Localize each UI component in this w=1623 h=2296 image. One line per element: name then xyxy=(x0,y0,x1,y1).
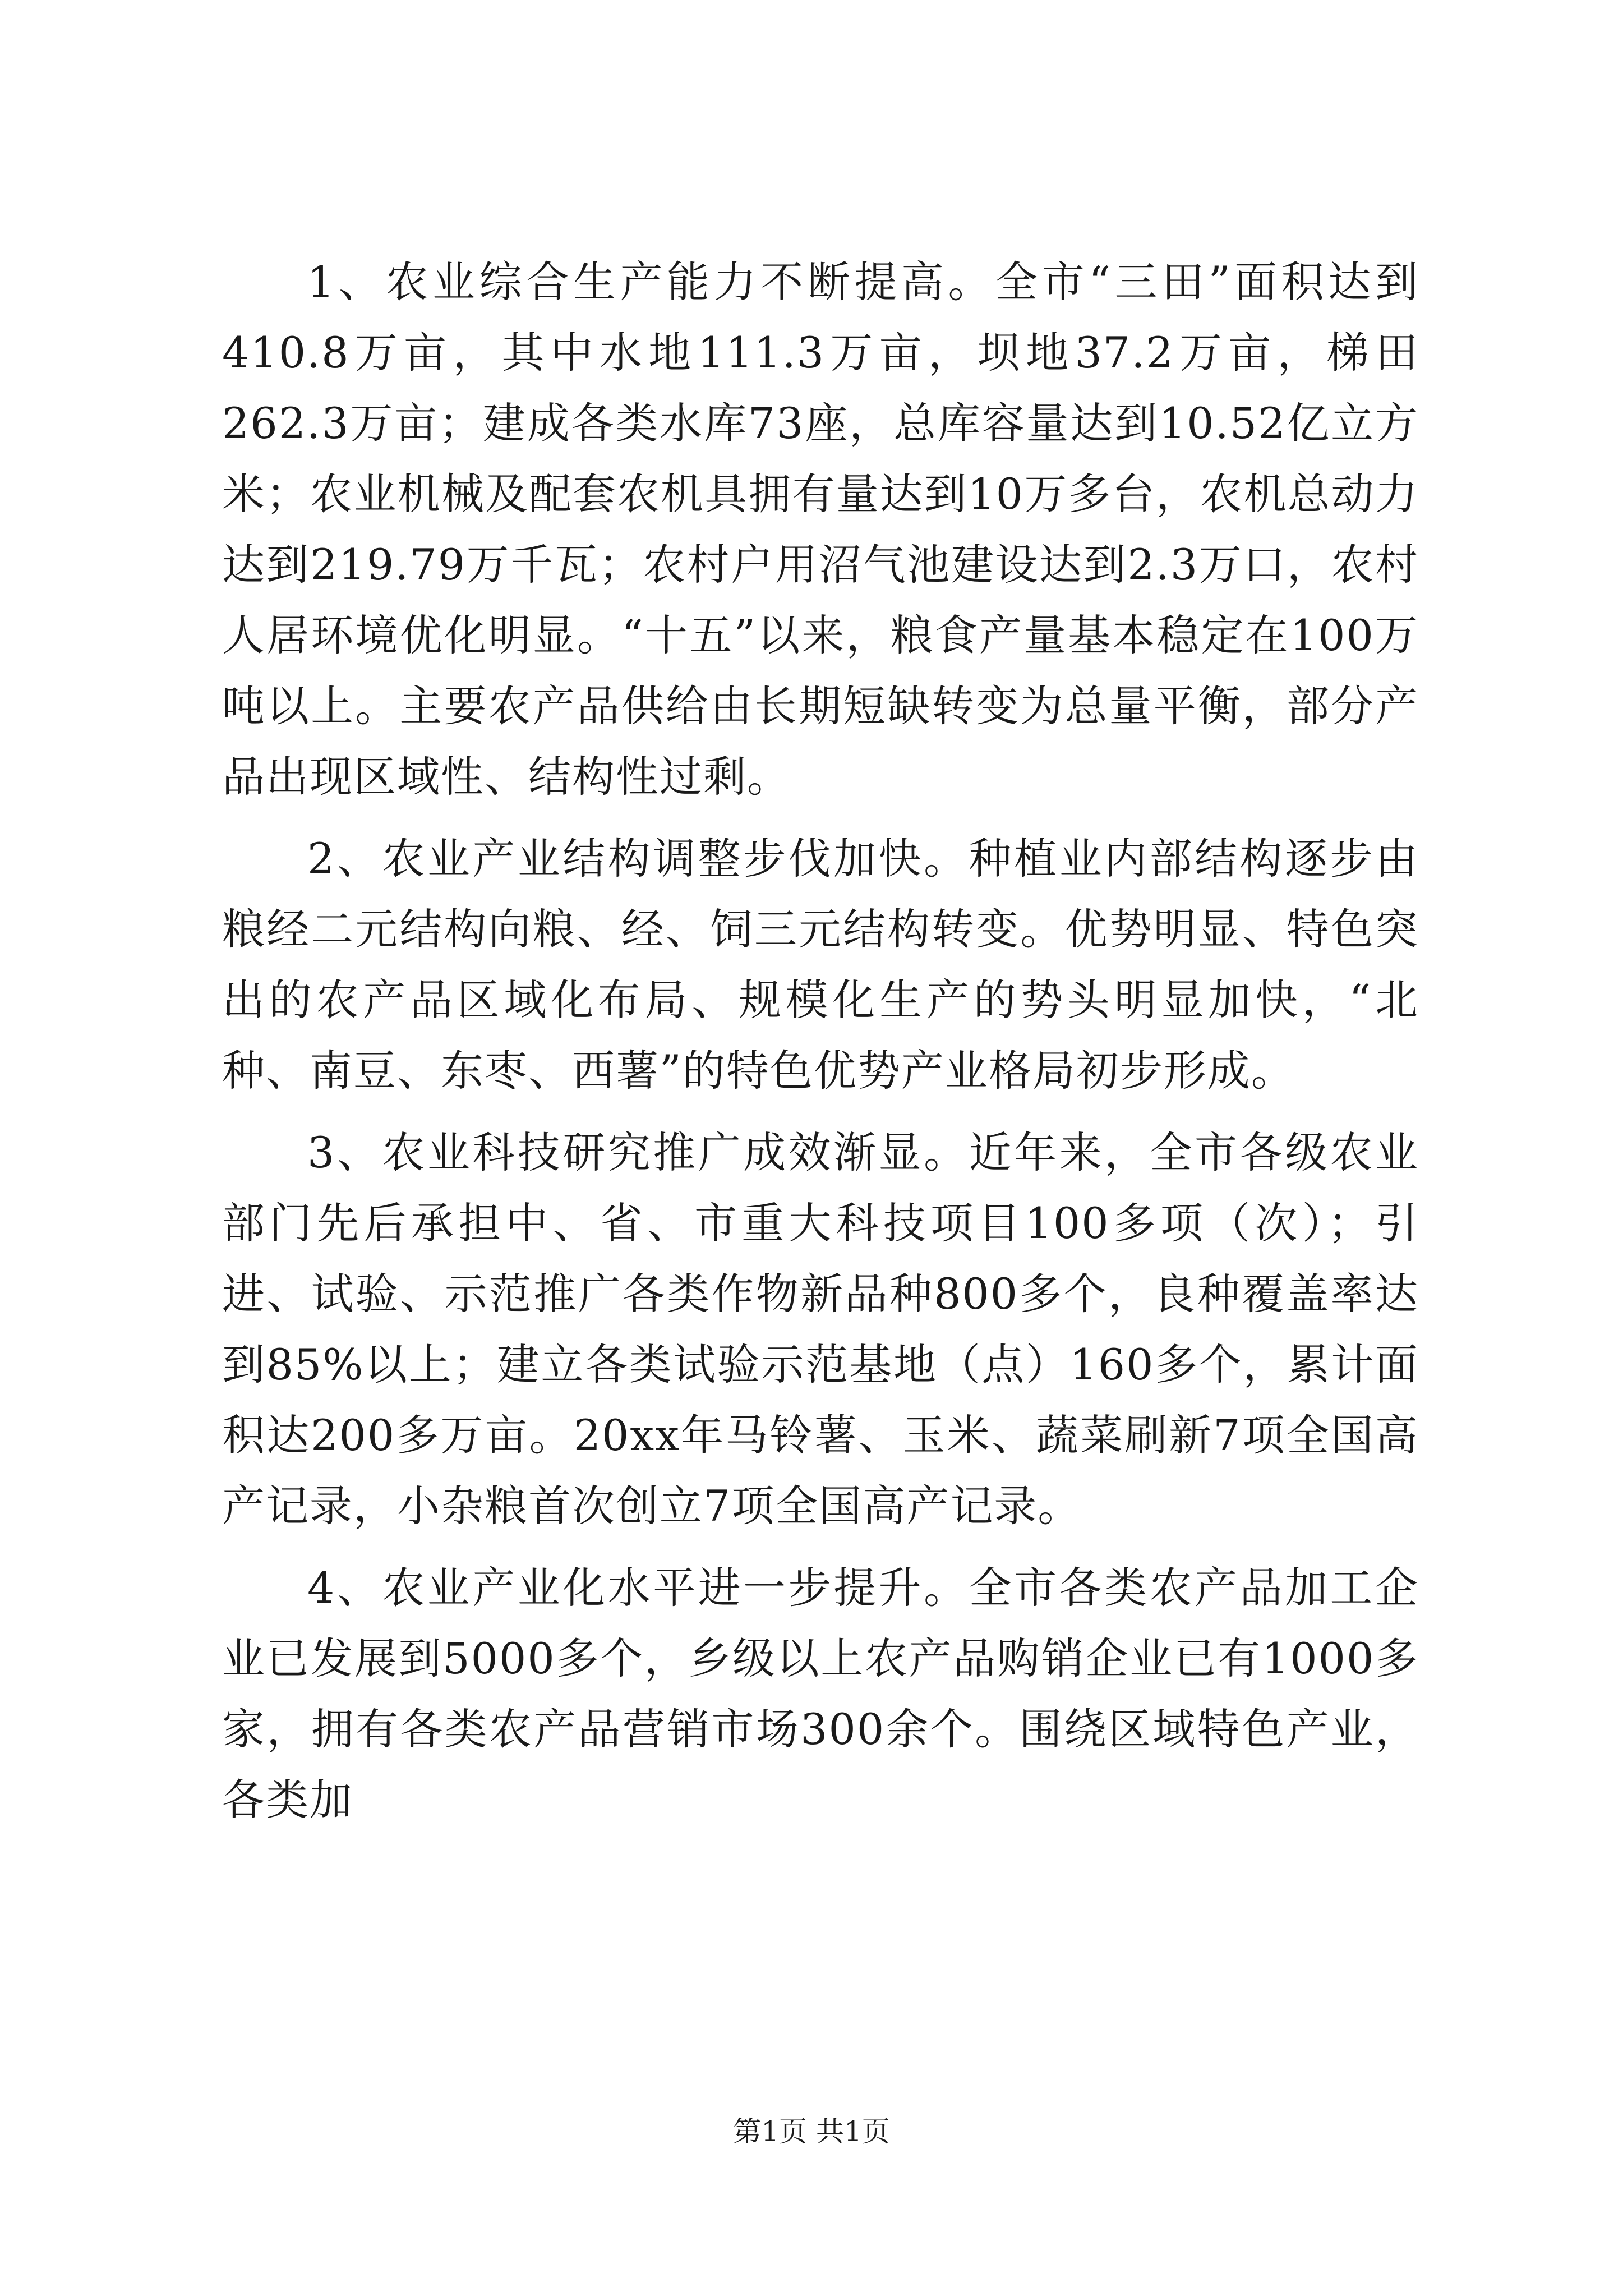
document-body xyxy=(222,247,1419,1847)
paragraph-4: 4、农业产业化水平进一步提升。全市各类农产品加工企业已发展到5000多个，乡级以上农产品购销企业已有1000多家，拥有各类农产品营销市场300余个。围绕区域特色产业，各类加 xyxy=(222,1563,1419,1825)
paragraph-2: 2、农业产业结构调整步伐加快。种植业内部结构逐步由粮经二元结构向粮、经、饲三元结构转变。优势明显、特色突出的农产品区域化布局、规模化生产的势头明显加快，“北种、南豆、东枣、西薯”的特色优势产业格局初步形成。 xyxy=(222,834,1419,1096)
paragraph-3: 3、农业科技研究推广成效渐显。近年来，全市各级农业部门先后承担中、省、市重大科技项目100多项（次）；引进、试验、示范推广各类作物新品种800多个，良种覆盖率达到85%以上；建立各类试验示范基地（点）160多个，累计面积达200多万亩。20xx年马铃薯、玉米、蔬菜刷新7项全国高产记录，小杂粮首次创立7项全国高产记录。 xyxy=(222,1128,1419,1531)
paragraph-1: 1、农业综合生产能力不断提高。全市“三田”面积达到410.8万亩，其中水地111.3万亩，坝地37.2万亩，梯田262.3万亩；建成各类水库73座，总库容量达到10.52亿立方米；农业机械及配套农机具拥有量达到10万多台，农机总动力达到219.79万千瓦；农村户用沼气池建设达到2.3万口，农村人居环境优化明显。“十五”以来，粮食产量基本稳定在100万吨以上。主要农产品供给由长期短缺转变为总量平衡，部分产品出现区域性、结构性过剩。 xyxy=(222,257,1419,802)
page-footer: 第1页 共1页 xyxy=(733,2115,890,2148)
